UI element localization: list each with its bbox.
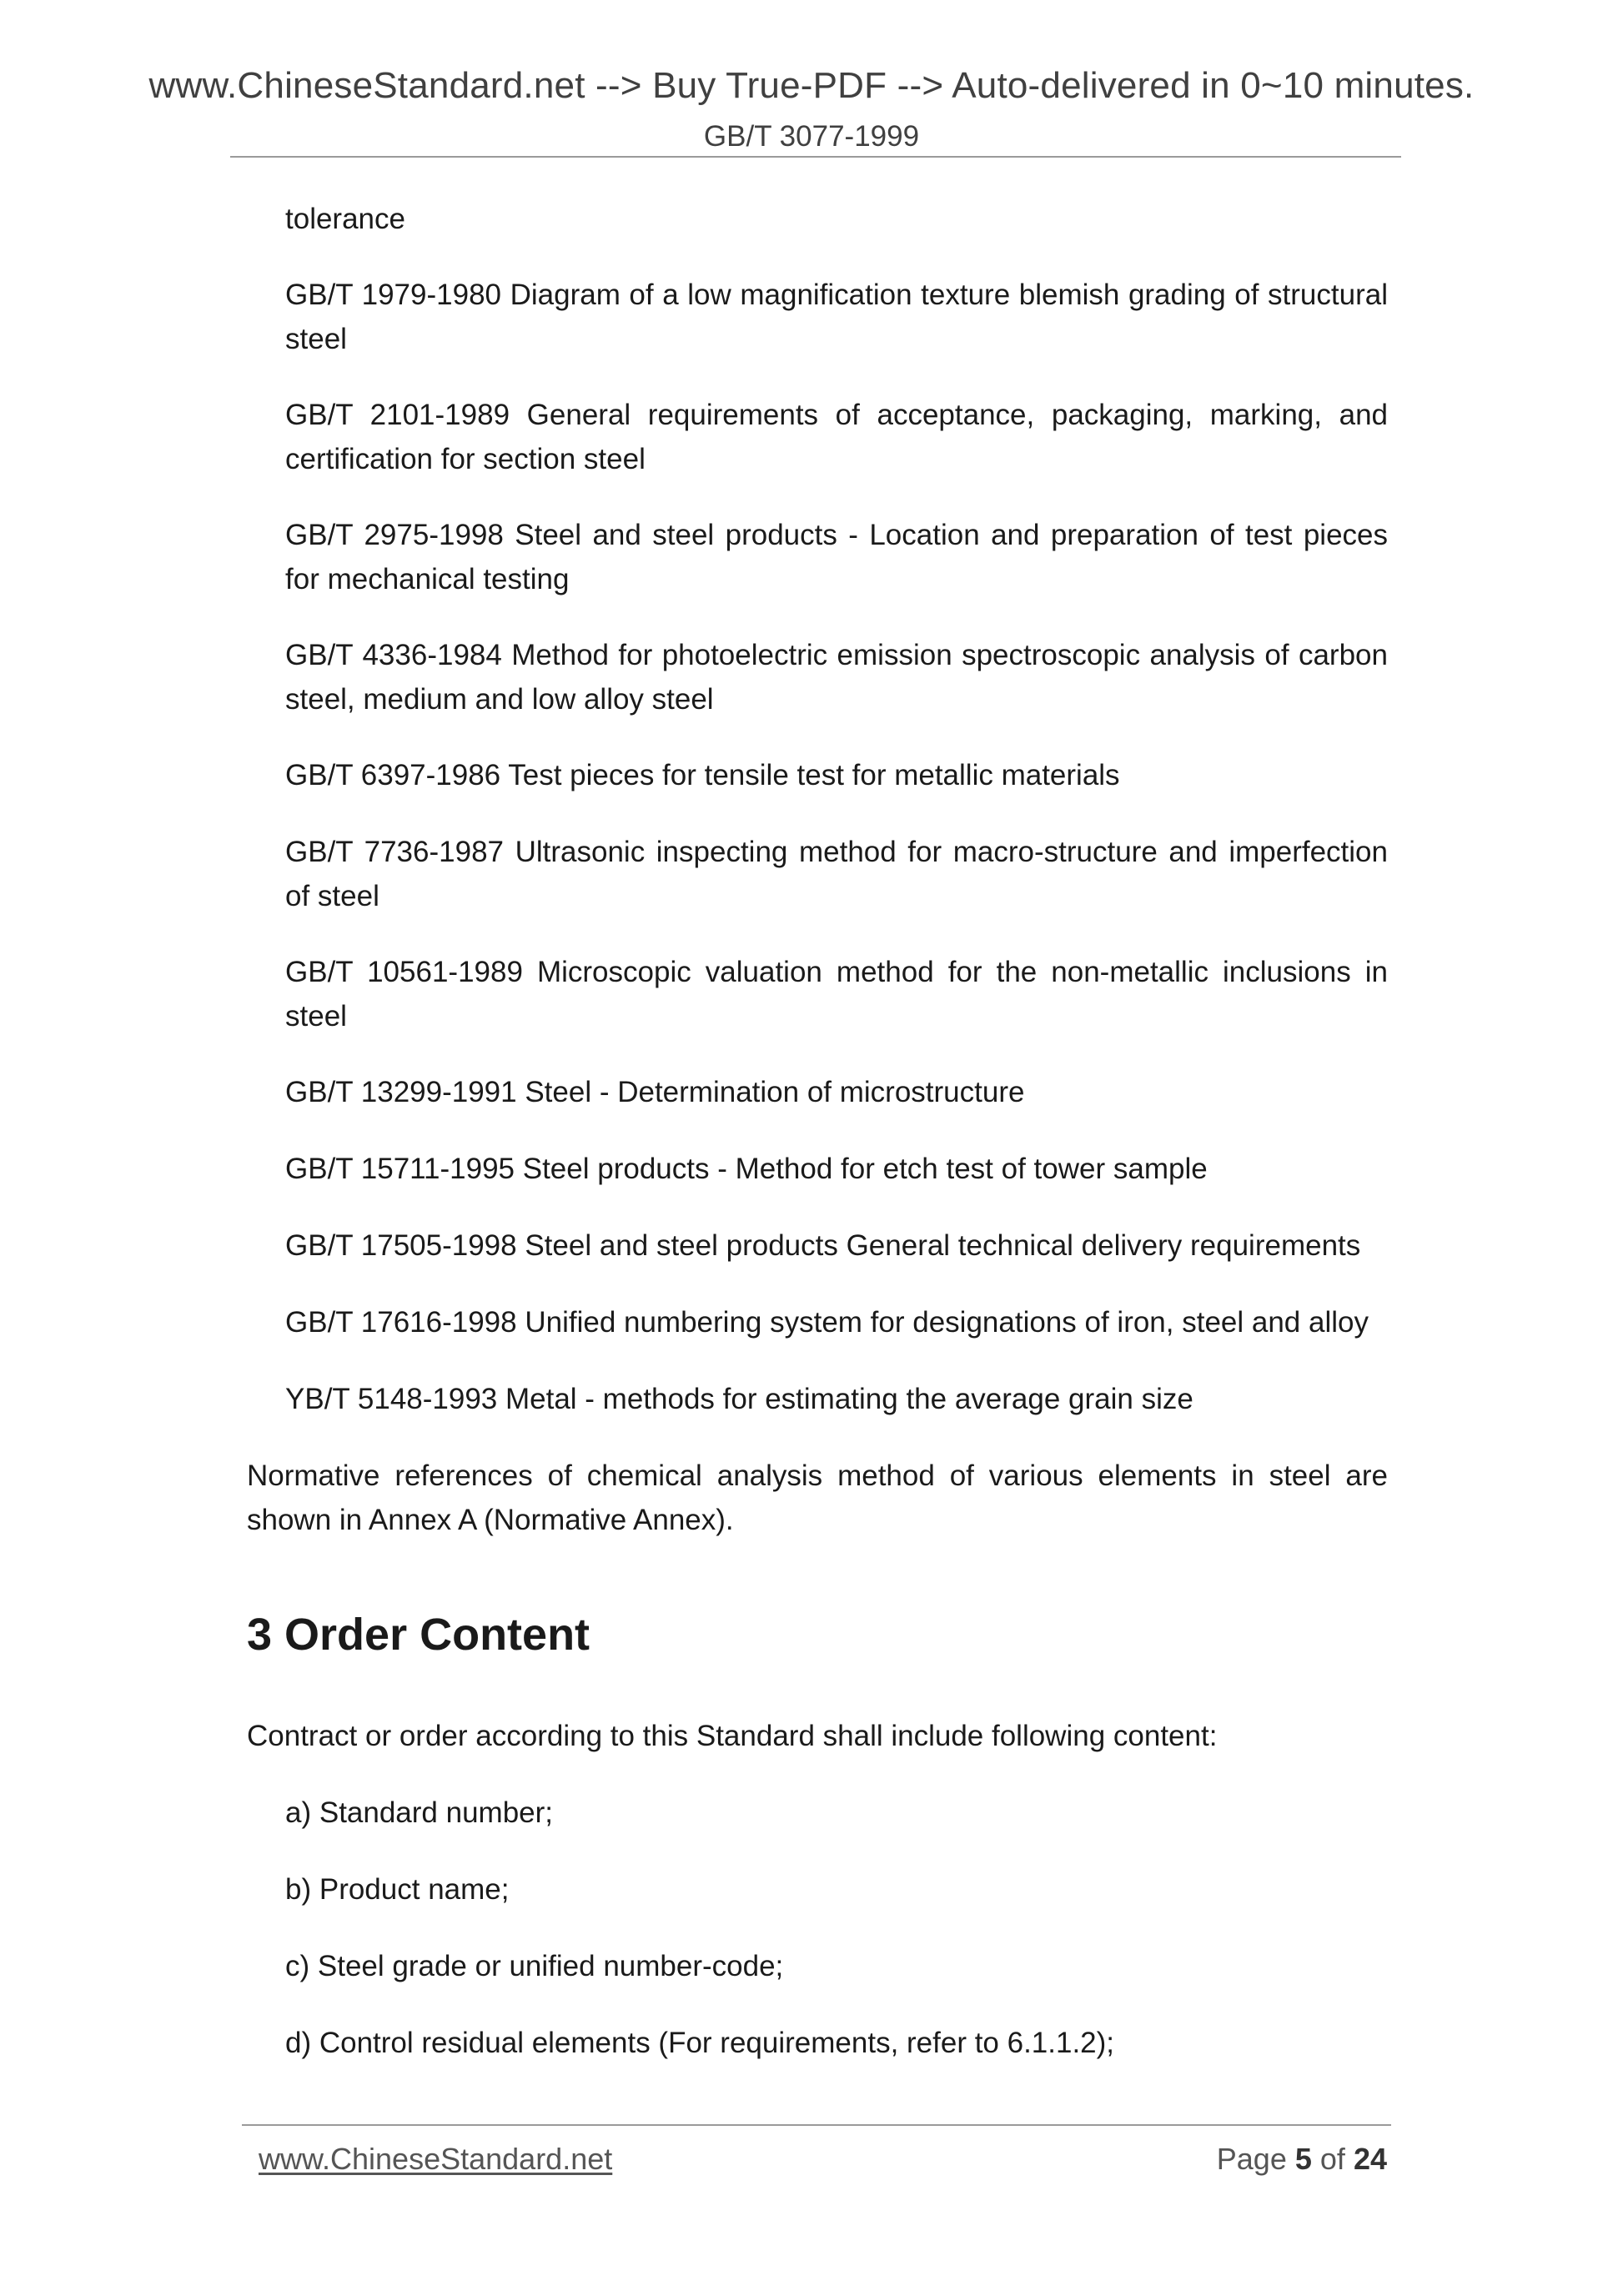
footer-site-link[interactable]: www.ChineseStandard.net	[259, 2142, 613, 2176]
page-current: 5	[1294, 2142, 1312, 2176]
section-intro: Contract or order according to this Standard shall include following content:	[247, 1720, 1218, 1752]
page-prefix: Page	[1216, 2142, 1287, 2176]
reference-item: GB/T 13299-1991 Steel - Determination of microstructure	[285, 1076, 1025, 1108]
reference-item: YB/T 5148-1993 Metal - methods for estimating the average grain size	[285, 1383, 1193, 1415]
list-item: c) Steel grade or unified number-code;	[285, 1950, 784, 1982]
section-heading: 3 Order Content	[247, 1610, 590, 1660]
reference-item: GB/T 1979-1980 Diagram of a low magnification texture blemish grading of structural steel	[285, 279, 1388, 355]
reference-item: GB/T 4336-1984 Method for photoelectric emission spectroscopic analysis of carbon steel, medium and low alloy steel	[285, 639, 1388, 716]
reference-item: GB/T 7736-1987 Ultrasonic inspecting method for macro-structure and imperfection of steel	[285, 836, 1388, 912]
reference-item: GB/T 2101-1989 General requirements of acceptance, packaging, marking, and certification for section steel	[285, 399, 1388, 475]
list-item: b) Product name;	[285, 1873, 510, 1906]
reference-item: GB/T 17505-1998 Steel and steel products General technical delivery requirements	[285, 1229, 1361, 1262]
reference-continuation: tolerance	[285, 203, 405, 235]
page-indicator	[1217, 2142, 1387, 2177]
reference-item: GB/T 17616-1998 Unified numbering system for designations of iron, steel and alloy	[285, 1306, 1369, 1339]
header-doc-id: GB/T 3077-1999	[703, 120, 920, 153]
reference-item: GB/T 6397-1986 Test pieces for tensile test for metallic materials	[285, 759, 1120, 791]
footer-divider	[242, 2124, 1391, 2126]
page-total: 24	[1353, 2142, 1387, 2176]
list-item: d) Control residual elements (For requirements, refer to 6.1.1.2);	[285, 2027, 1115, 2059]
reference-item: GB/T 2975-1998 Steel and steel products - Location and preparation of test pieces for mechanical testing	[285, 519, 1388, 595]
header-banner[interactable]: www.ChineseStandard.net --> Buy True-PDF --> Auto-delivered in 0~10 minutes.	[148, 65, 1475, 106]
reference-item: GB/T 15711-1995 Steel products - Method for etch test of tower sample	[285, 1153, 1208, 1185]
header-divider	[230, 156, 1401, 158]
normative-note: Normative references of chemical analysis method of various elements in steel are shown in Annex A (Normative Annex).	[247, 1459, 1388, 1536]
list-item: a) Standard number;	[285, 1796, 554, 1829]
reference-item: GB/T 10561-1989 Microscopic valuation method for the non-metallic inclusions in steel	[285, 956, 1388, 1032]
page-of: of	[1319, 2142, 1345, 2176]
